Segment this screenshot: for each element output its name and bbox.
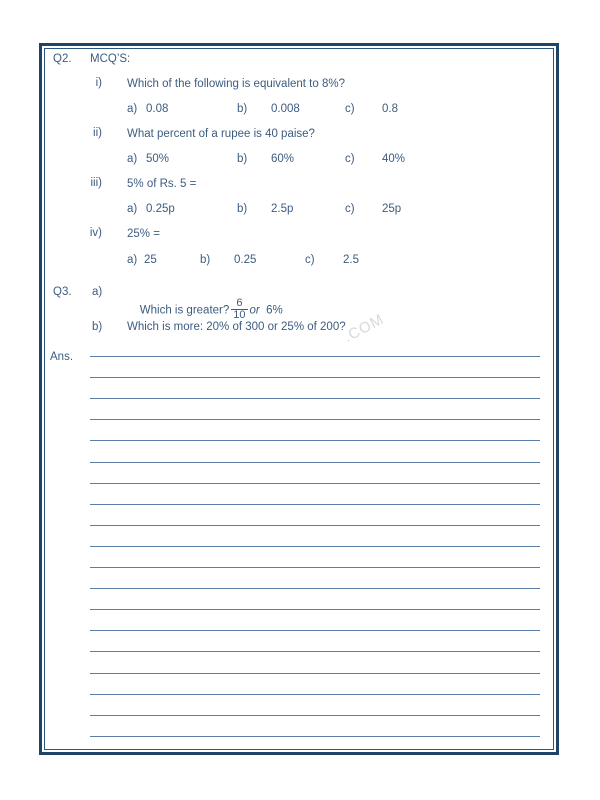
q2-option-iii-a-tag[interactable]: a) (127, 203, 138, 215)
answer-line[interactable] (90, 609, 540, 610)
q2-question-ii: What percent of a rupee is 40 paise? (127, 128, 315, 140)
q3-part-a-prompt: Which is greater? (139, 304, 230, 317)
answer-line[interactable] (90, 715, 540, 716)
q3-number: Q3. (53, 286, 72, 298)
q2-option-iv-b-tag[interactable]: b) (200, 254, 211, 266)
answer-line[interactable] (90, 694, 540, 695)
q2-option-i-b-value[interactable]: 0.008 (271, 103, 300, 115)
answer-line[interactable] (90, 398, 540, 399)
fraction-denominator: 10 (233, 309, 246, 321)
fraction-numerator: 6 (236, 297, 243, 309)
answer-line[interactable] (90, 483, 540, 484)
q2-option-iv-c-value[interactable]: 2.5 (343, 254, 359, 266)
q2-option-ii-c-value[interactable]: 40% (382, 153, 406, 165)
answer-line[interactable] (90, 419, 540, 420)
q2-option-ii-a-value[interactable]: 50% (146, 153, 170, 165)
answer-line[interactable] (90, 630, 540, 631)
answer-label: Ans. (50, 351, 74, 363)
q2-item-numeral-i: i) (95, 77, 102, 89)
answer-line[interactable] (90, 504, 540, 505)
q2-question-iii: 5% of Rs. 5 = (127, 178, 197, 190)
q2-option-i-a-value[interactable]: 0.08 (146, 103, 169, 115)
q2-number: Q2. (53, 53, 72, 65)
answer-line[interactable] (90, 567, 540, 568)
q2-question-iv: 25% = (127, 228, 160, 240)
q2-option-iv-a-tag[interactable]: a) (127, 254, 138, 266)
answer-line[interactable] (90, 377, 540, 378)
answer-line[interactable] (90, 440, 540, 441)
q2-option-ii-c-tag[interactable]: c) (345, 153, 355, 165)
answer-line[interactable] (90, 525, 540, 526)
answer-line[interactable] (90, 462, 540, 463)
q2-option-iii-c-value[interactable]: 25p (382, 203, 402, 215)
answer-line[interactable] (90, 736, 540, 737)
q2-option-iv-b-value[interactable]: 0.25 (234, 254, 257, 266)
q2-option-iii-b-tag[interactable]: b) (237, 203, 248, 215)
q3-part-a-tag: a) (92, 286, 103, 298)
answer-line[interactable] (90, 673, 540, 674)
fraction-six-tenths (231, 298, 247, 321)
q2-option-ii-b-tag[interactable]: b) (237, 153, 248, 165)
site-watermark: .COM (341, 310, 388, 347)
q2-option-iii-a-value[interactable]: 0.25p (146, 203, 175, 215)
q2-option-ii-a-tag[interactable]: a) (127, 153, 138, 165)
q2-title: MCQ’S: (90, 53, 131, 65)
q2-option-i-a-tag[interactable]: a) (127, 103, 138, 115)
q3-part-b-text: Which is more: 20% of 300 or 25% of 200? (127, 321, 346, 333)
q2-option-iii-c-tag[interactable]: c) (345, 203, 355, 215)
q2-option-iv-a-value[interactable]: 25 (144, 254, 157, 266)
answer-line[interactable] (90, 546, 540, 547)
answer-line[interactable] (90, 651, 540, 652)
q2-item-numeral-iii: iii) (90, 177, 102, 189)
q2-question-i: Which of the following is equivalent to 8%? (127, 78, 345, 90)
q2-item-numeral-ii: ii) (93, 127, 102, 139)
answer-line[interactable] (90, 588, 540, 589)
q2-option-iv-c-tag[interactable]: c) (305, 254, 315, 266)
q3-part-a-conjunction: or (249, 304, 260, 317)
q3-part-a-comparand: 6% (266, 304, 283, 317)
q2-item-numeral-iv: iv) (89, 227, 102, 239)
q3-part-b-tag: b) (92, 321, 103, 333)
q2-option-i-c-tag[interactable]: c) (345, 103, 355, 115)
q2-option-iii-b-value[interactable]: 2.5p (271, 203, 294, 215)
answer-line[interactable] (90, 356, 540, 357)
q2-option-ii-b-value[interactable]: 60% (271, 153, 295, 165)
q2-option-i-b-tag[interactable]: b) (237, 103, 248, 115)
q2-option-i-c-value[interactable]: 0.8 (382, 103, 398, 115)
